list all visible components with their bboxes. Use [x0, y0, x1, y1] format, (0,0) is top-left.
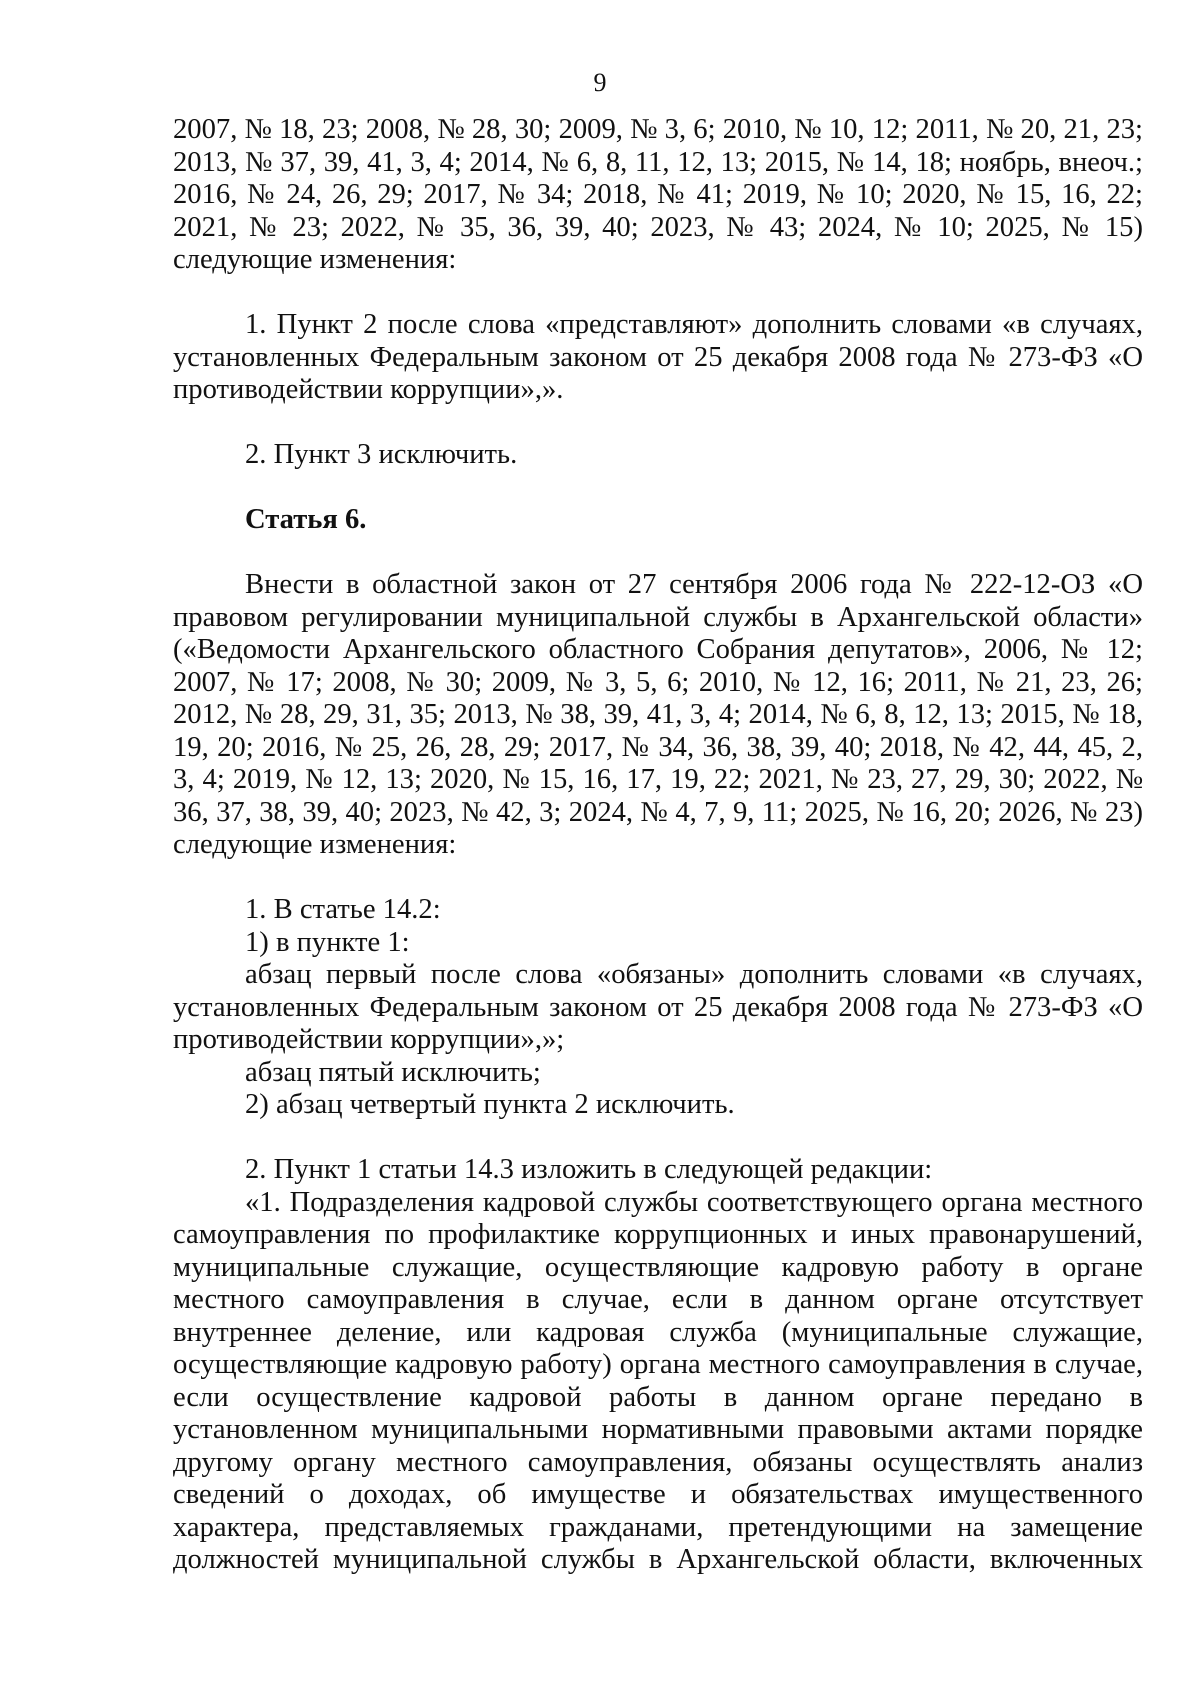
paragraph-item-1: 1. Пункт 2 после слова «представляют» дополнить словами «в случаях, установленных Федеральным законом от 25 декабря 2008 года № 273-ФЗ «О противодействии коррупции»,».	[173, 309, 1143, 405]
paragraph-point-2: 2) абзац четвертый пункта 2 исключить.	[245, 1089, 735, 1120]
paragraph-article-intro: Внести в областной закон от 27 сентября 2006 года № 222-12-ОЗ «О правовом регулировании муниципальной службы в Архангельской области» («Ведомости Архангельского областного Собрания депутатов», 2006, № 12; 2007, № 17; 2008, № 30; 2009, № 3, 5, 6; 2010, № 12, 16; 2011, № 21, 23, 26; 2012, № 28, 29, 31, 35; 2013, № 38, 39, 41, 3, 4; 2014, № 6, 8, 12, 13; 2015, № 18, 19, 20; 2016, № 25, 26, 28, 29; 2017, № 34, 36, 38, 39, 40; 2018, № 42, 44, 45, 2, 3, 4; 2019, № 12, 13; 2020, № 15, 16, 17, 19, 22; 2021, № 23, 27, 29, 30; 2022, № 36, 37, 38, 39, 40; 2023, № 42, 3; 2024, № 4, 7, 9, 11; 2025, № 16, 20; 2026, № 23) следующие изменения:	[173, 569, 1143, 860]
paragraph-item-2: 2. Пункт 3 исключить.	[245, 439, 518, 470]
document-body	[173, 114, 1143, 1577]
paragraph-new-text: «1. Подразделения кадровой службы соответствующего органа местного самоуправления по профилактике коррупционных и иных правонарушений, муниципальные служащие, осуществляющие кадровую работу в органе местного самоуправления в случае, если в данном органе отсутствует внутреннее деление, или кадровая служба (муниципальные служащие, осуществляющие кадровую работу) органа местного самоуправления в случае, если осуществление кадровой работы в данном органе передано в установленном муниципальными нормативными правовыми актами порядке другому органу местного самоуправления, обязаны осуществлять анализ сведений о доходах, об имуществе и обязательствах имущественного характера, представляемых гражданами, претендующими на замещение должностей муниципальной службы в Архангельской области, включенных	[173, 1186, 1143, 1575]
paragraph-continuation: 2007, № 18, 23; 2008, № 28, 30; 2009, № 3, 6; 2010, № 10, 12; 2011, № 20, 21, 23; 2013, № 37, 39, 41, 3, 4; 2014, № 6, 8, 11, 12, 13; 2015, № 14, 18; ноябрь, внеоч.; 2016, № 24, 26, 29; 2017, № 34; 2018, № 41; 2019, № 10; 2020, № 15, 16, 22; 2021, № 23; 2022, № 35, 36, 39, 40; 2023, № 43; 2024, № 10; 2025, № 15) следующие изменения:	[173, 114, 1143, 275]
page-number: 9	[593, 68, 607, 97]
paragraph-abzac-fifth: абзац пятый исключить;	[245, 1056, 541, 1088]
paragraph-point-1: 1) в пункте 1:	[245, 926, 410, 958]
article-heading: Статья 6.	[245, 504, 367, 535]
paragraph-subsection-2: 2. Пункт 1 статьи 14.3 изложить в следующей редакции:	[245, 1154, 933, 1185]
paragraph-abzac-first: абзац первый после слова «обязаны» дополнить словами «в случаях, установленных Федеральным законом от 25 декабря 2008 года № 273-ФЗ «О противодействии коррупции»,»;	[173, 959, 1143, 1055]
paragraph-subsection-1: 1. В статье 14.2:	[245, 894, 441, 925]
